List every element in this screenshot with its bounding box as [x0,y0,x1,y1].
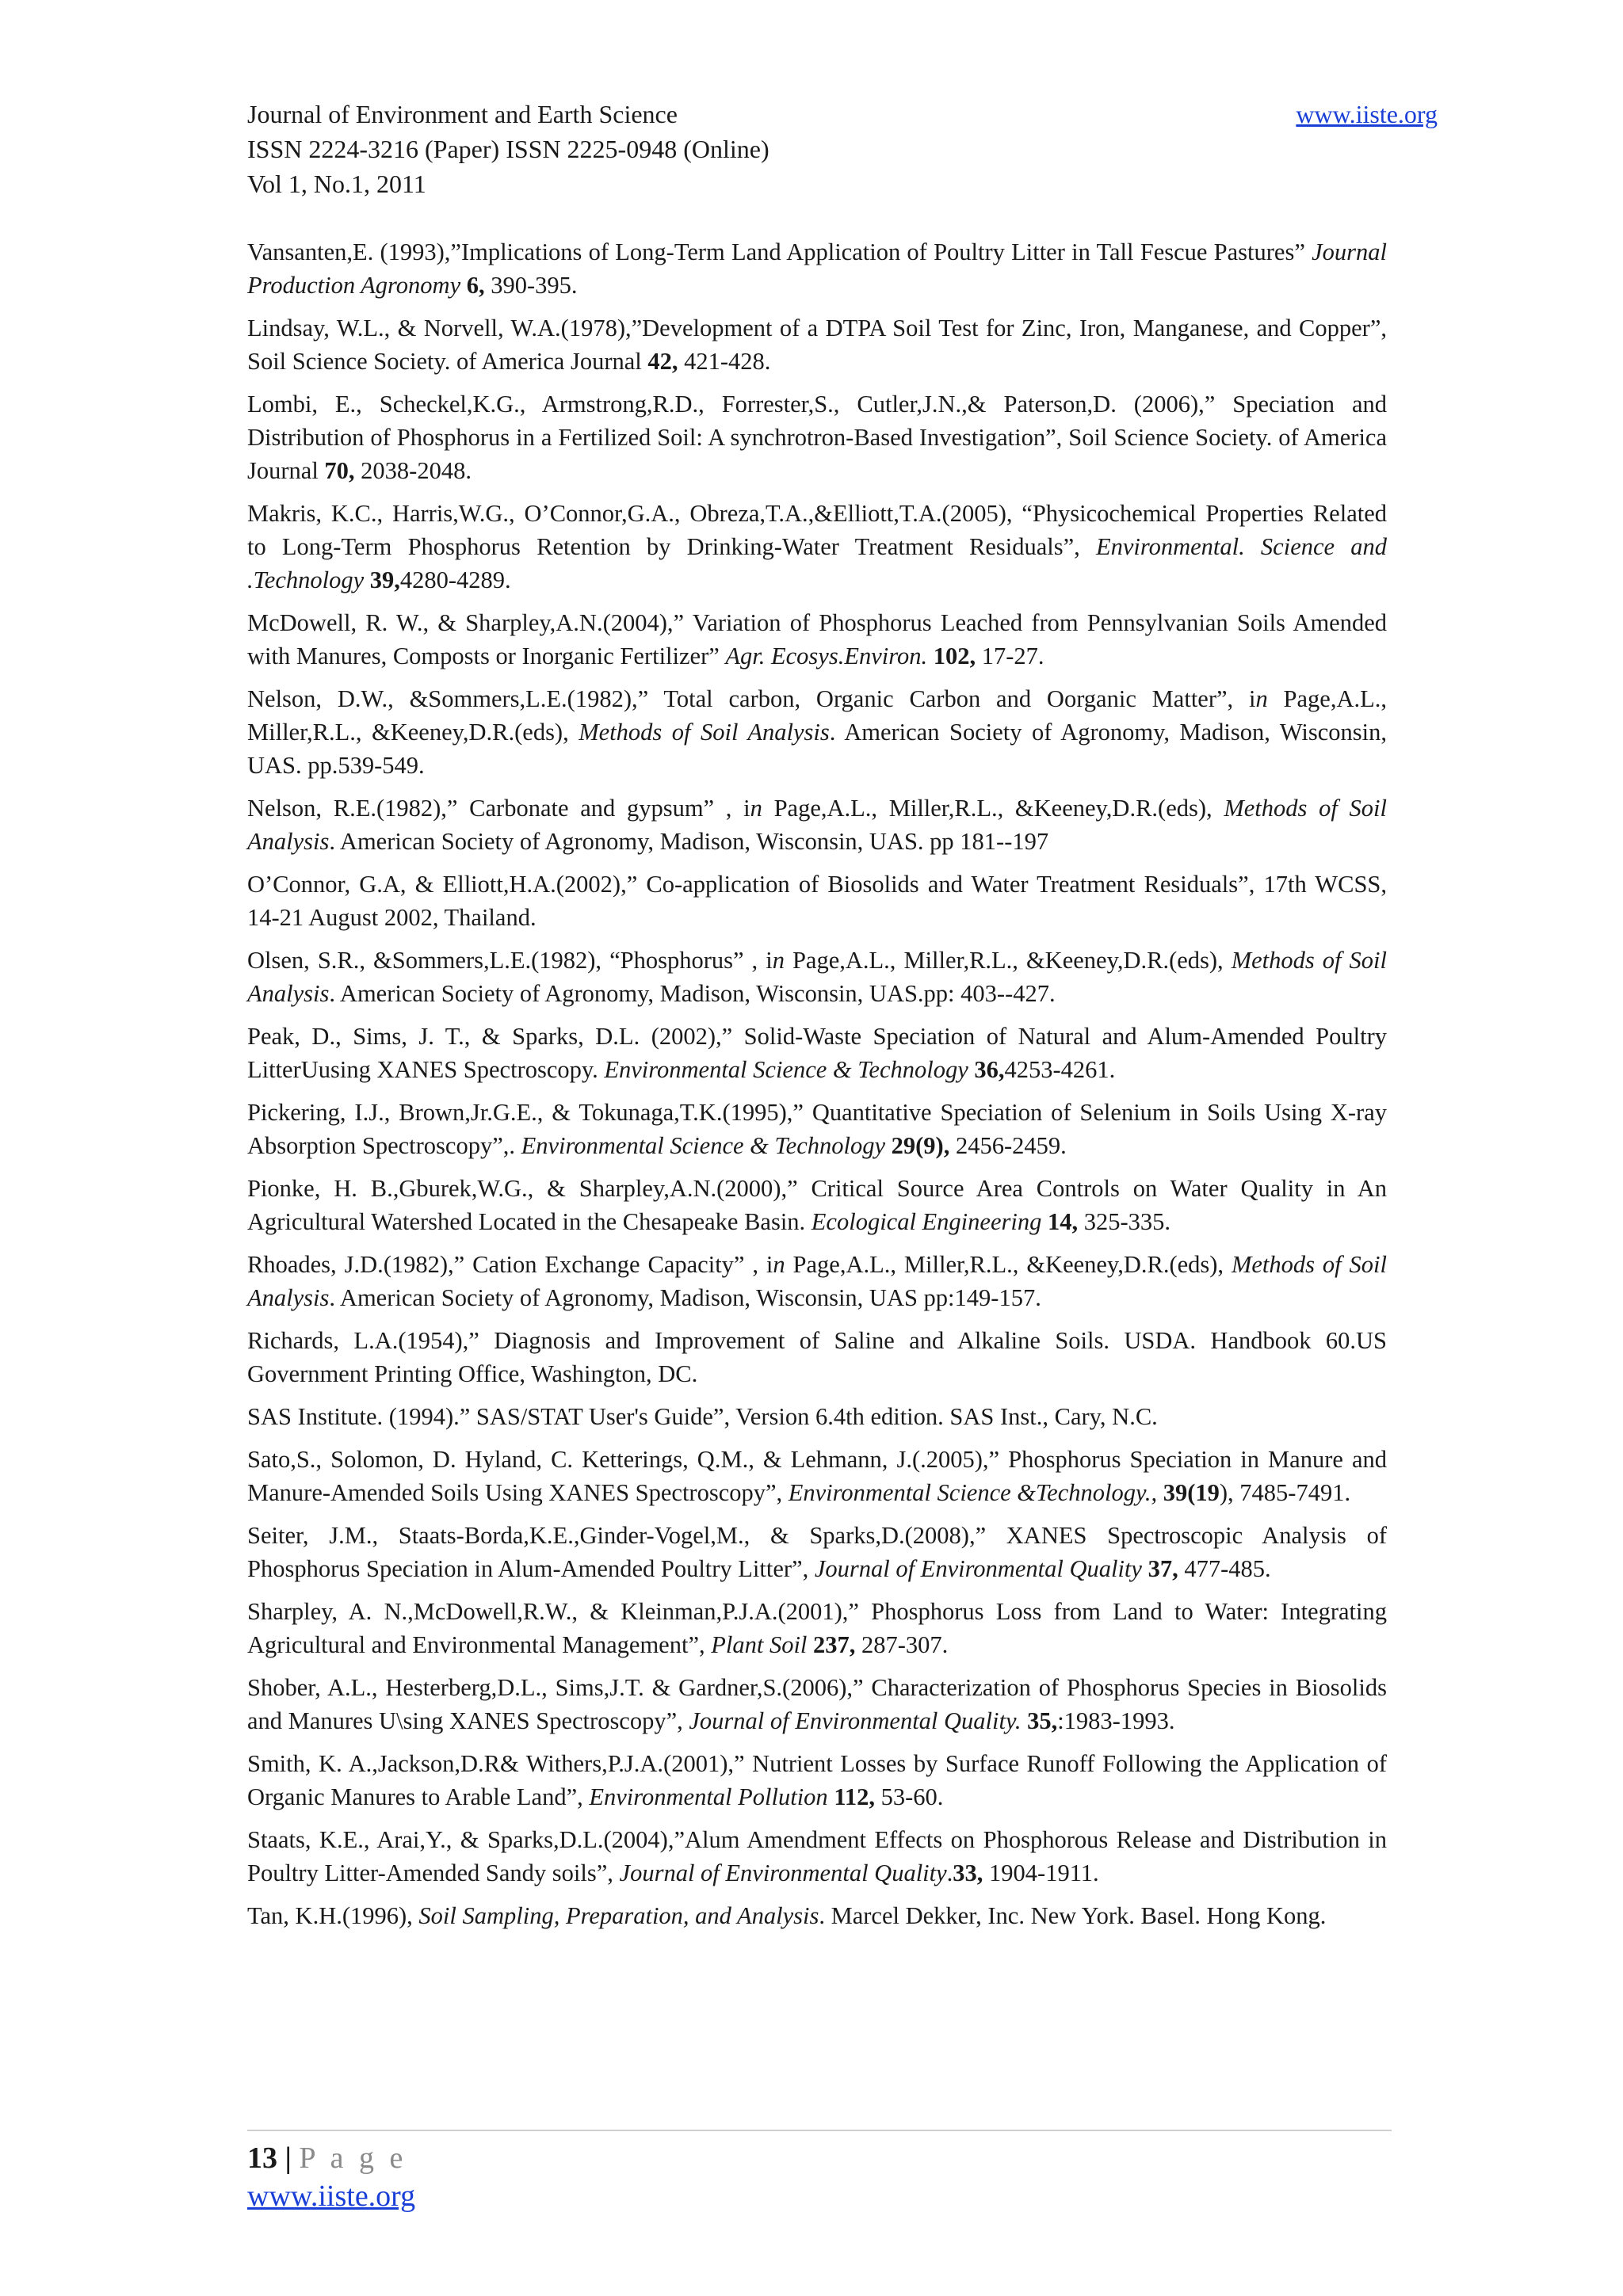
reference-italic-text: Plant Soil [711,1631,808,1658]
reference-text: Peak, D., Sims, J. T., & Sparks, D.L. (2002),” Solid-Waste Speciation of Natural and Alum-Amended Poultry LitterUusing XANES Spectroscopy. [247,1023,1387,1083]
reference-text: 1904-1911. [983,1859,1099,1886]
reference-text: 287-307. [855,1631,949,1658]
reference-entry [247,1671,1387,1737]
reference-text: Sato,S., Solomon, D. Hyland, C. Ketterings, Q.M., & Lehmann, J.(.2005),” Phosphorus Speciation in Manure and Manure-Amended Soils Using XANES Spectroscopy”, [247,1446,1387,1506]
reference-entry [247,868,1387,934]
reference-italic-text: Ecological Engineering [811,1208,1042,1235]
reference-text: 4280-4289. [399,566,511,593]
reference-bold-text: 35, [1027,1707,1058,1734]
footer-website-link[interactable]: www.iiste.org [247,2180,416,2213]
reference-italic-text: Environmental Science & Technology [604,1056,968,1083]
reference-text: Seiter, J.M., Staats-Borda,K.E.,Ginder-Vogel,M., & Sparks,D.(2008),” XANES Spectroscopic Analysis of Phosphorus Speciation in Alum-Amended Poultry Litter”, [247,1522,1387,1582]
reference-text: Sharpley, A. N.,McDowell,R.W., & Kleinman,P.J.A.(2001),” Phosphorus Loss from Land to Water: Integrating Agricultural and Environmental Management”, [247,1598,1387,1658]
reference-entry [247,1172,1387,1238]
reference-entry [247,606,1387,673]
reference-text: Page,A.L., Miller,R.L., &Keeney,D.R.(eds), [247,685,1387,746]
reference-bold-text: 29(9), [891,1132,950,1159]
header-website-link[interactable]: www.iiste.org [1296,100,1438,128]
reference-text: Shober, A.L., Hesterberg,D.L., Sims,J.T. & Gardner,S.(2006),” Characterization of Phosphorus Species in Biosolids and Manures U\sing XANES Spectroscopy”, [247,1674,1387,1734]
reference-entry [247,1519,1387,1585]
reference-bold-text: 33, [953,1859,983,1886]
reference-bold-text: 36, [974,1056,1005,1083]
reference-text: . American Society of Agronomy, Madison, Wisconsin, UAS. pp.539-549. [247,719,1388,779]
reference-text: . American Society of Agronomy, Madison, Wisconsin, UAS.pp: 403--427. [329,980,1056,1007]
reference-italic-text: Agr. Ecosys.Environ. [725,643,928,669]
footer-divider [247,2130,1392,2131]
reference-entry [247,791,1387,858]
reference-text: . American Society of Agronomy, Madison, Wisconsin, UAS pp:149-157. [329,1284,1041,1311]
reference-bold-text: 102, [933,643,976,669]
reference-text: Richards, L.A.(1954),” Diagnosis and Improvement of Saline and Alkaline Soils. USDA. Handbook 60.US Government Printing Office, Washington, DC. [247,1327,1387,1387]
reference-bold-text: 14, [1047,1208,1079,1235]
reference-italic-text: Journal Production Agronomy [247,238,1387,299]
reference-text: SAS Institute. (1994).” SAS/STAT User's Guide”, Version 6.4th edition. SAS Inst., Cary, N.C. [247,1403,1158,1430]
reference-text: Tan, K.H.(1996), [247,1902,419,1929]
page-number [247,2139,407,2177]
reference-entry [247,1020,1387,1086]
reference-entry [247,1443,1387,1509]
page-number-value: 13 [247,2142,277,2175]
reference-italic-text: n [772,947,785,974]
reference-text: ), 7485-7491. [1219,1479,1351,1506]
reference-text: 325-335. [1078,1208,1170,1235]
reference-text: 421-428. [678,348,771,375]
reference-text: Smith, K. A.,Jackson,D.R& Withers,P.J.A.(2001),” Nutrient Losses by Surface Runoff Following the Application of Organic Manures to Arable Land”, [247,1750,1387,1810]
volume-line: Vol 1, No.1, 2011 [247,170,426,198]
reference-text: . [946,1859,953,1886]
reference-text [807,1631,813,1658]
reference-text: Lindsay, W.L., & Norvell, W.A.(1978),”Development of a DTPA Soil Test for Zinc, Iron, Manganese, and Copper”, Soil Science Society. of America Journal [247,315,1387,375]
reference-entry [247,235,1387,302]
reference-text: Nelson, D.W., &Sommers,L.E.(1982),” Total carbon, Organic Carbon and Oorganic Matter”, i [247,685,1256,712]
reference-italic-text: Journal of Environmental Quality [619,1859,947,1886]
reference-text: :1983-1993. [1057,1707,1175,1734]
reference-italic-text: n [773,1251,785,1278]
reference-text: 2038-2048. [354,457,472,484]
reference-italic-text: Methods of Soil Analysis [247,947,1387,1007]
reference-text [1157,1479,1163,1506]
reference-italic-text: Methods of Soil Analysis [247,1251,1387,1311]
reference-text: 4253-4261. [1004,1056,1116,1083]
reference-italic-text: Environmental Science & Technology [521,1132,885,1159]
page-word: P a g e [299,2142,407,2175]
reference-italic-text: n [1255,685,1268,712]
reference-text: 390-395. [484,272,578,299]
reference-italic-text: Journal of Environmental Quality [814,1555,1142,1582]
reference-text: McDowell, R. W., & Sharpley,A.N.(2004),” Variation of Phosphorus Leached from Pennsylvanian Soils Amended with Manures, Composts or Inorganic Fertilizer” [247,609,1387,669]
reference-entry [247,682,1387,782]
reference-text [364,566,370,593]
reference-text: Page,A.L., Miller,R.L., &Keeney,D.R.(eds), [785,1251,1232,1278]
reference-text: Vansanten,E. (1993),”Implications of Long-Term Land Application of Poultry Litter in Tall Fescue Pastures” [247,238,1312,265]
reference-text: Pionke, H. B.,Gburek,W.G., & Sharpley,A.N.(2000),” Critical Source Area Controls on Water Quality in An Agricultural Watershed Located in the Chesapeake Basin. [247,1175,1387,1235]
page-number-separator: | [277,2142,300,2175]
reference-entry [247,1248,1387,1314]
reference-bold-text: 42, [647,348,678,375]
reference-entry [247,497,1387,597]
reference-bold-text: 37, [1148,1555,1178,1582]
reference-bold-text: 112, [834,1783,876,1810]
reference-italic-text: n [750,795,762,822]
reference-text: Staats, K.E., Arai,Y., & Sparks,D.L.(2004),”Alum Amendment Effects on Phosphorous Release and Distribution in Poultry Litter-Amended Sandy soils”, [247,1826,1387,1886]
reference-entry [247,1324,1387,1390]
reference-italic-text: Methods of Soil Analysis [579,719,830,746]
reference-text [1142,1555,1148,1582]
reference-text [927,643,934,669]
reference-text [1041,1208,1048,1235]
reference-bold-text: 39(19 [1163,1479,1220,1506]
reference-italic-text: Environmental Science &Technology., [788,1479,1158,1506]
reference-text [1021,1707,1027,1734]
reference-bold-text: 237, [813,1631,856,1658]
reference-italic-text: Soil Sampling, Preparation, and Analysis [418,1902,819,1929]
reference-text: 2456-2459. [949,1132,1067,1159]
reference-text [460,272,467,299]
reference-entry [247,1400,1387,1433]
reference-bold-text: 6, [466,272,485,299]
reference-entry [247,311,1387,378]
reference-text: . Marcel Dekker, Inc. New York. Basel. Hong Kong. [819,1902,1327,1929]
reference-entry [247,944,1387,1010]
reference-entry [247,1595,1387,1661]
reference-entry [247,1096,1387,1162]
reference-entry [247,1899,1387,1932]
reference-text: 17-27. [976,643,1044,669]
reference-text: Rhoades, J.D.(1982),” Cation Exchange Capacity” , i [247,1251,773,1278]
reference-text: Nelson, R.E.(1982),” Carbonate and gypsum” , i [247,795,750,822]
reference-text: O’Connor, G.A, & Elliott,H.A.(2002),” Co-application of Biosolids and Water Treatment Residuals”, 17th WCSS, 14-21 August 2002, Thailand. [247,871,1387,931]
reference-entry [247,387,1387,487]
reference-bold-text: 39, [369,566,400,593]
reference-italic-text: Environmental Pollution [589,1783,828,1810]
page-header [247,97,1438,201]
reference-text: Lombi, E., Scheckel,K.G., Armstrong,R.D., Forrester,S., Cutler,J.N.,& Paterson,D. (2006),” Speciation and Distribution of Phosphorus in a Fertilized Soil: A synchrotron-Based Investigation”, Soil Science Society. of America Journal [247,391,1387,484]
reference-italic-text: Journal of Environmental Quality. [689,1707,1022,1734]
reference-italic-text: Methods of Soil Analysis [247,795,1387,855]
reference-entry [247,1823,1387,1890]
reference-text: 53-60. [875,1783,944,1810]
reference-text: . American Society of Agronomy, Madison, Wisconsin, UAS. pp 181--197 [329,828,1049,855]
reference-text: Makris, K.C., Harris,W.G., O’Connor,G.A., Obreza,T.A.,&Elliott,T.A.(2005), “Physicochemical Properties Related to Long-Term Phosphorus Retention by Drinking-Water Treatment Residuals”, [247,500,1387,560]
reference-text: Page,A.L., Miller,R.L., &Keeney,D.R.(eds), [784,947,1232,974]
reference-italic-text: Environmental. Science and .Technology [247,533,1387,593]
reference-list [247,235,1387,1942]
issn-line: ISSN 2224-3216 (Paper) ISSN 2225-0948 (Online) [247,135,769,163]
reference-bold-text: 70, [324,457,355,484]
reference-text: 477-485. [1178,1555,1271,1582]
reference-text: Olsen, S.R., &Sommers,L.E.(1982), “Phosphorus” , i [247,947,773,974]
journal-title: Journal of Environment and Earth Science [247,100,678,128]
reference-text [885,1132,892,1159]
reference-text: Page,A.L., Miller,R.L., &Keeney,D.R.(eds), [762,795,1224,822]
reference-entry [247,1747,1387,1814]
reference-text: Pickering, I.J., Brown,Jr.G.E., & Tokunaga,T.K.(1995),” Quantitative Speciation of Selenium in Soils Using X-ray Absorption Spectroscopy”,. [247,1099,1387,1159]
